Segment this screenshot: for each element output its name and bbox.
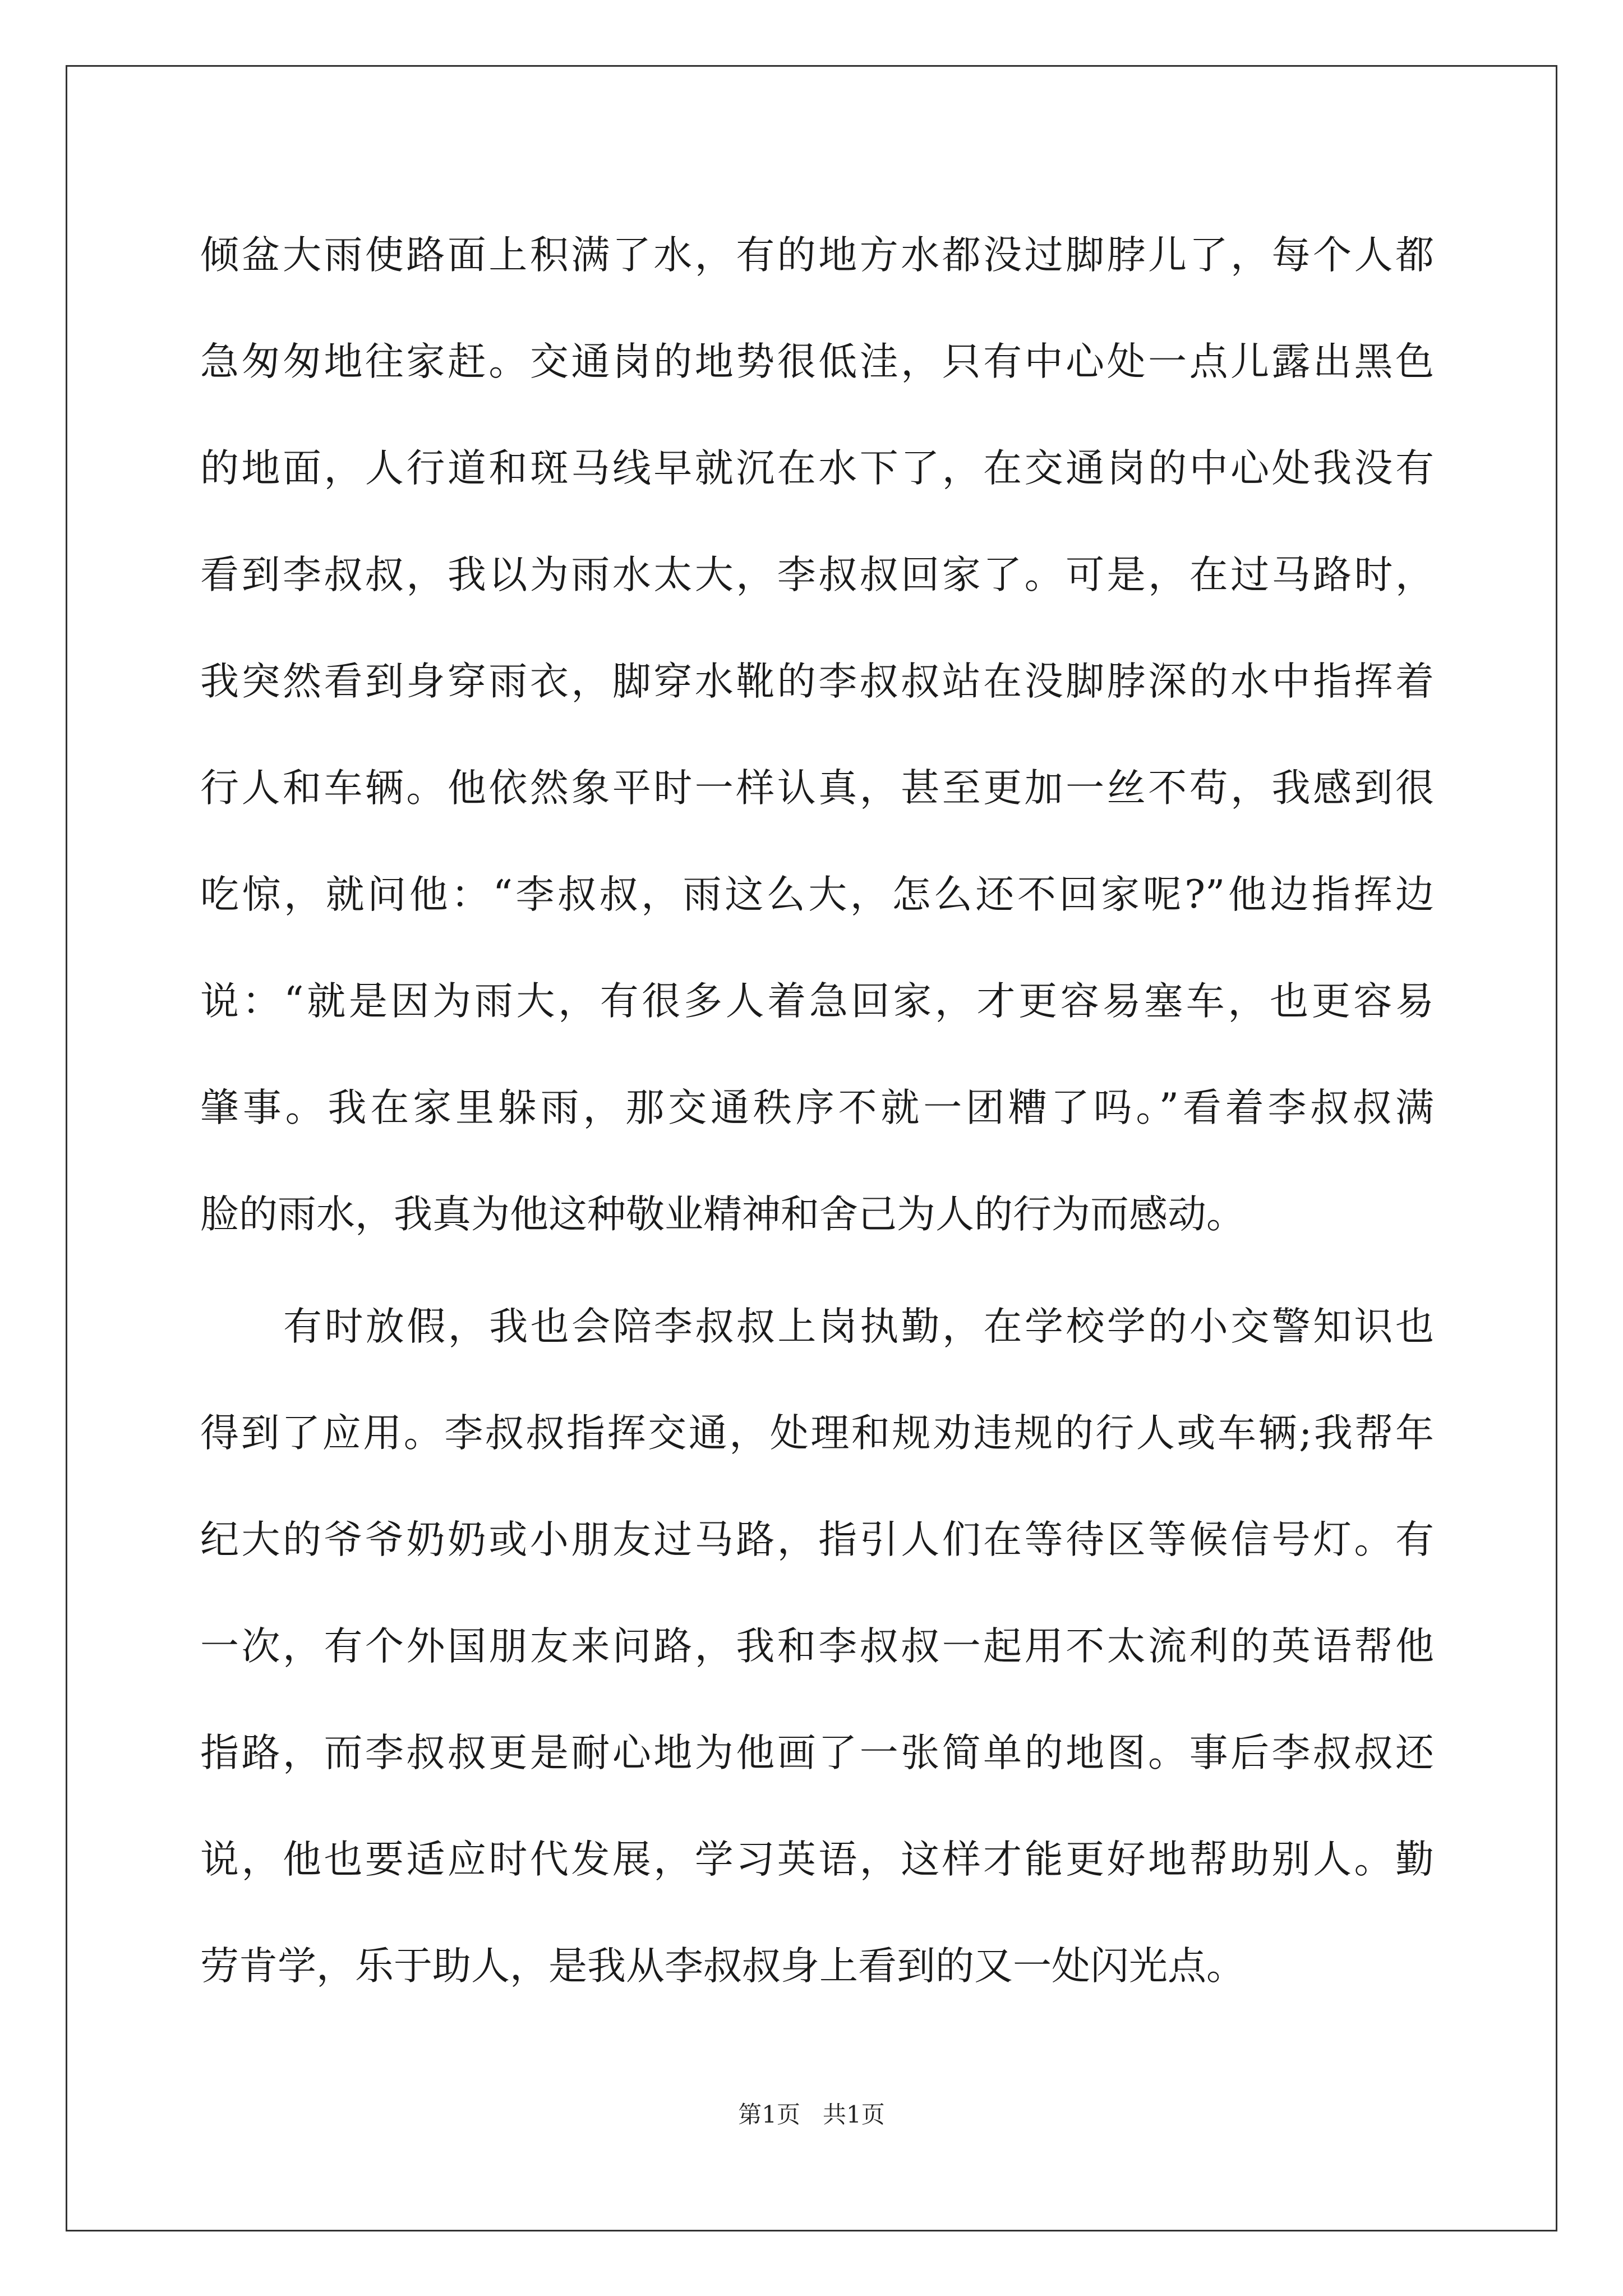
page-number-current: 第1页 (738, 2101, 800, 2128)
paragraph-2-line-4: 一次，有个外国朋友来问路，我和李叔叔一起用不太流利的英语帮他 (200, 1624, 1434, 1669)
paragraph-1-line-1: 倾盆大雨使路面上积满了水，有的地方水都没过脚脖儿了，每个人都 (200, 233, 1434, 278)
paragraph-1-line-6: 行人和车辆。他依然象平时一样认真，甚至更加一丝不苟，我感到很 (200, 766, 1434, 811)
paragraph-2-line-3: 纪大的爷爷奶奶或小朋友过马路，指引人们在等待区等候信号灯。有 (200, 1517, 1434, 1562)
paragraph-1-line-4: 看到李叔叔，我以为雨水太大，李叔叔回家了。可是，在过马路时， (200, 553, 1434, 597)
paragraph-1-line-7: 吃惊，就问他：“李叔叔，雨这么大，怎么还不回家呢?”他边指挥边 (200, 872, 1434, 917)
document-body (200, 202, 1434, 2019)
paragraph-2-line-2: 得到了应用。李叔叔指挥交通，处理和规劝违规的行人或车辆;我帮年 (200, 1411, 1434, 1456)
page-footer (0, 2101, 1623, 2129)
paragraph-2-line-6: 说，他也要适应时代发展，学习英语，这样才能更好地帮助别人。勤 (200, 1837, 1434, 1882)
paragraph-1-line-2: 急匆匆地往家赶。交通岗的地势很低洼，只有中心处一点儿露出黑色 (200, 339, 1434, 384)
paragraph-2-line-5: 指路，而李叔叔更是耐心地为他画了一张简单的地图。事后李叔叔还 (200, 1731, 1434, 1775)
paragraph-1-line-10: 脸的雨水，我真为他这种敬业精神和舍己为人的行为而感动。 (200, 1192, 1245, 1237)
paragraph-2-line-7: 劳肯学，乐于助人，是我从李叔叔身上看到的又一处闪光点。 (200, 1944, 1245, 1989)
paragraph-1-line-8: 说：“就是因为雨大，有很多人着急回家，才更容易塞车，也更容易 (200, 979, 1434, 1024)
paragraph-1-line-5: 我突然看到身穿雨衣，脚穿水靴的李叔叔站在没脚脖深的水中指挥着 (200, 659, 1434, 704)
paragraph-1-line-9: 肇事。我在家里躲雨，那交通秩序不就一团糟了吗。”看着李叔叔满 (200, 1085, 1434, 1130)
page-number-total: 共1页 (823, 2101, 885, 2128)
paragraph-gap (200, 1268, 1434, 1273)
paragraph-2-line-1: 有时放假，我也会陪李叔叔上岗执勤，在学校学的小交警知识也 (283, 1304, 1434, 1349)
paragraph-1-line-3: 的地面，人行道和斑马线早就沉在水下了，在交通岗的中心处我没有 (200, 446, 1434, 491)
